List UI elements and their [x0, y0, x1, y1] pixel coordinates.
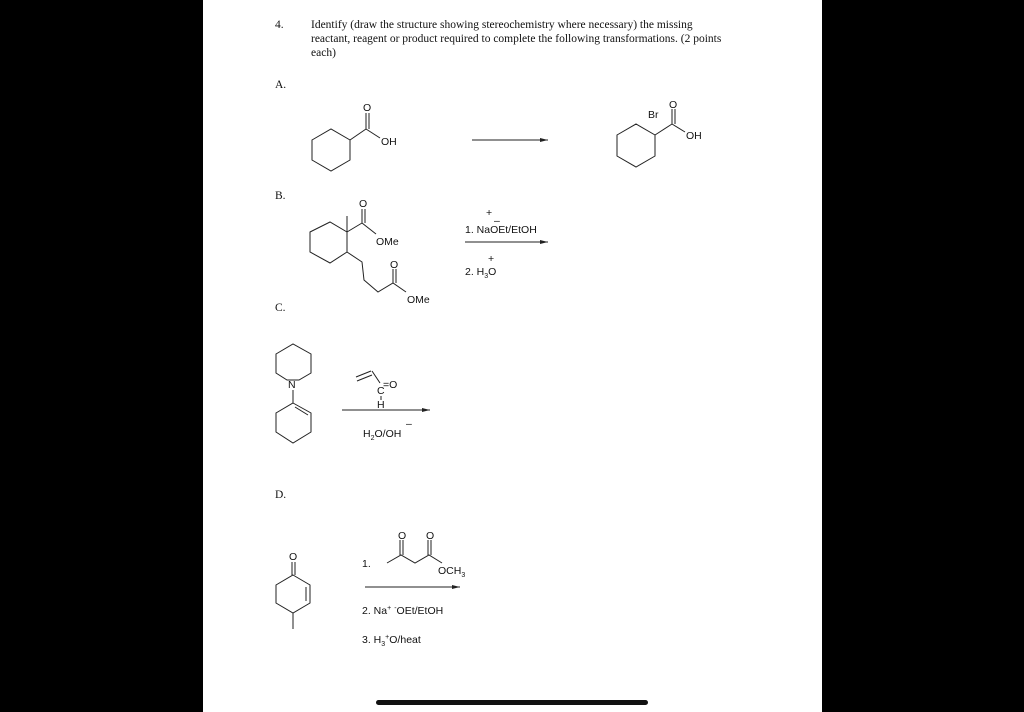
part-a-label: A. [275, 79, 287, 91]
atom-label: N [288, 379, 296, 391]
part-c-label: C. [275, 302, 286, 314]
atom-label: O [426, 530, 435, 542]
atom-label: O [398, 530, 407, 542]
part-c-reactant-structure [276, 344, 311, 443]
atom-label: =O [383, 379, 398, 391]
atom-label: Br [648, 109, 659, 121]
question-number: 4. [275, 19, 284, 31]
reagent-step-2: 2. Na+ -OEt/EtOH [362, 605, 444, 617]
atom-label: O [390, 259, 399, 271]
atom-label: O [289, 551, 298, 563]
atom-label: O [363, 102, 372, 114]
atom-label: O [359, 198, 368, 210]
part-d-reagents [362, 530, 465, 648]
home-indicator-bar[interactable] [376, 700, 648, 705]
part-d-reactant-structure [276, 551, 310, 629]
charge-minus: – [406, 418, 412, 430]
charge-minus: – [494, 215, 500, 227]
reagent-step-3: 3. $H_3^+O$/heat [362, 634, 421, 648]
part-b-label: B. [275, 190, 286, 202]
atom-label: OMe [407, 294, 430, 306]
atom-label: O [669, 99, 678, 111]
part-b-reagents [465, 207, 548, 280]
part-d-label: D. [275, 489, 287, 501]
atom-label: OH [686, 130, 702, 142]
atom-label: C [377, 385, 385, 397]
reagent-step-2: 2. $H_3O$ [465, 266, 497, 280]
question-text: Identify (draw the structure showing stereochemistry where necessary) the missing reactant, reagent or product required to complete the following transformations. (2 points each) [311, 19, 722, 59]
charge-plus: + [486, 207, 493, 219]
reagent-step-1: 1. [362, 558, 371, 570]
atom-label: H [377, 399, 385, 411]
atom-label: $OCH_3$ [438, 565, 466, 579]
part-c-reagents [342, 371, 430, 442]
reaction-conditions: $H_2O/OH$ [363, 428, 402, 442]
part-a-reactant-structure [312, 102, 397, 171]
atom-label: OMe [376, 236, 399, 248]
atom-label: OH [381, 136, 397, 148]
charge-plus: + [488, 253, 495, 265]
part-b-reactant-structure [310, 198, 430, 306]
reagent-step-1: 1. NaOEt/EtOH [465, 224, 537, 236]
part-a-product-structure [617, 99, 702, 167]
